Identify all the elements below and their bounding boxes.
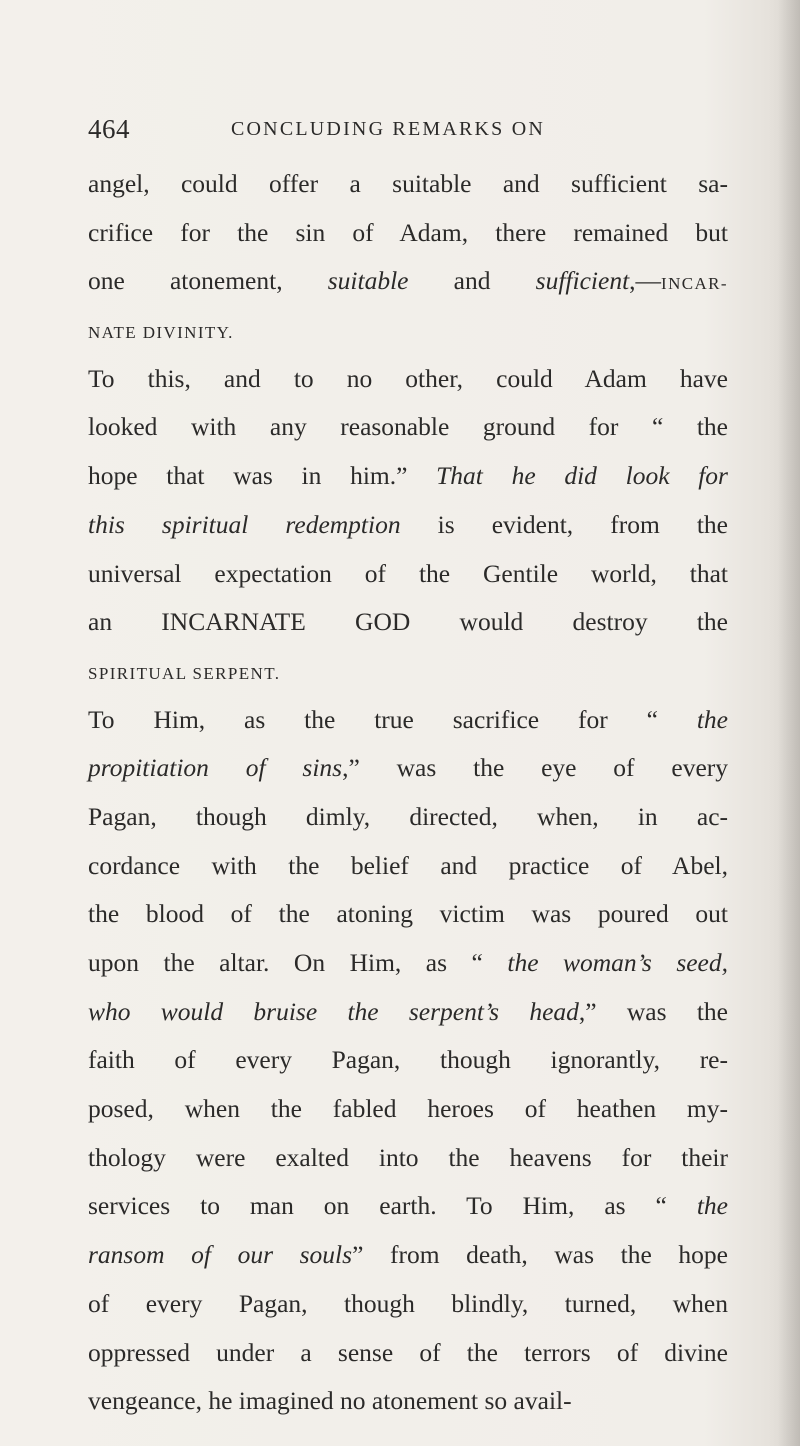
- text-line: [88, 842, 728, 891]
- text-span: posed, when the fabled heroes of heathen my-: [88, 1094, 728, 1124]
- text-line: [88, 988, 728, 1037]
- text-line: [88, 744, 728, 793]
- text-line: [88, 696, 728, 745]
- text-span: oppressed under a sense of the terrors of divine: [88, 1337, 728, 1367]
- text-line: [88, 209, 728, 258]
- text-span: thology were exalted into the heavens for their: [88, 1142, 728, 1172]
- page-edge-shadow: [778, 0, 800, 1446]
- text-line: [88, 1036, 728, 1085]
- text-line: [88, 403, 728, 452]
- text-span: sufficient: [535, 266, 630, 296]
- text-line: [88, 647, 728, 696]
- text-span: ,—: [629, 266, 662, 296]
- text-span: the: [696, 1191, 728, 1221]
- text-span: services to man on earth. To Him, as “: [88, 1191, 697, 1221]
- text-span: and: [408, 266, 536, 296]
- text-line: [88, 1231, 728, 1280]
- text-span: looked with any reasonable ground for “ the: [88, 412, 728, 442]
- text-line: [88, 939, 728, 988]
- text-line: [88, 257, 728, 306]
- text-line: [88, 598, 728, 647]
- text-span: upon the altar. On Him, as “: [88, 948, 508, 977]
- text-span: who would bruise the serpent’s head: [88, 996, 579, 1026]
- body-text: [88, 160, 728, 1426]
- text-line: [88, 501, 728, 550]
- text-line: [88, 306, 728, 355]
- text-span: ransom of our souls: [88, 1240, 353, 1270]
- text-span: To Him, as the true sacrifice for “: [88, 704, 697, 734]
- text-line: [88, 452, 728, 501]
- text-span: an INCARNATE GOD would destroy the: [88, 607, 728, 637]
- text-span: crifice for the sin of Adam, there remained but: [88, 217, 728, 247]
- text-line: [88, 793, 728, 842]
- text-span: is evident, from the: [400, 509, 728, 539]
- text-line: [88, 1329, 728, 1378]
- text-span: hope that was in him.”: [88, 461, 437, 491]
- text-span: NATE DIVINITY.: [88, 323, 234, 343]
- text-span: cordance with the belief and practice of Abel,: [88, 850, 728, 880]
- text-span: the blood of the atoning victim was poured out: [88, 899, 728, 929]
- text-span: faith of every Pagan, though ignorantly, re-: [88, 1045, 728, 1075]
- text-span: angel, could offer a suitable and sufficient sa-: [88, 169, 728, 198]
- page-number: 464: [88, 114, 130, 144]
- text-span: universal expectation of the Gentile world, that: [88, 558, 728, 588]
- text-span: the: [696, 704, 728, 734]
- page-header: [88, 114, 728, 148]
- text-line: [88, 160, 728, 209]
- text-span: ,” was the eye of every: [342, 753, 729, 783]
- text-span: ,” was the: [578, 996, 728, 1026]
- text-span: INCAR-: [661, 274, 728, 294]
- text-span: SPIRITUAL SERPENT.: [88, 663, 281, 683]
- text-line: [88, 550, 728, 599]
- text-span: this spiritual redemption: [88, 509, 401, 539]
- text-span: propitiation of sins: [88, 753, 343, 783]
- text-span: That he did look for: [436, 461, 728, 491]
- text-line: [88, 1182, 728, 1231]
- text-line: [88, 1134, 728, 1183]
- text-span: one atonement,: [88, 266, 328, 296]
- text-line: [88, 355, 728, 404]
- text-span: Pagan, though dimly, directed, when, in ac-: [88, 801, 728, 831]
- text-line: [88, 890, 728, 939]
- text-line: [88, 1085, 728, 1134]
- text-span: of every Pagan, though blindly, turned, when: [88, 1288, 728, 1318]
- text-span: suitable: [327, 266, 409, 296]
- text-span: the woman’s seed,: [507, 948, 728, 977]
- text-line: [88, 1280, 728, 1329]
- running-head: CONCLUDING REMARKS ON: [231, 118, 545, 140]
- text-span: vengeance, he imagined no atonement so avail-: [88, 1386, 572, 1416]
- text-span: ” from death, was the hope: [352, 1240, 728, 1270]
- text-span: To this, and to no other, could Adam have: [88, 363, 728, 393]
- text-line: [88, 1377, 728, 1426]
